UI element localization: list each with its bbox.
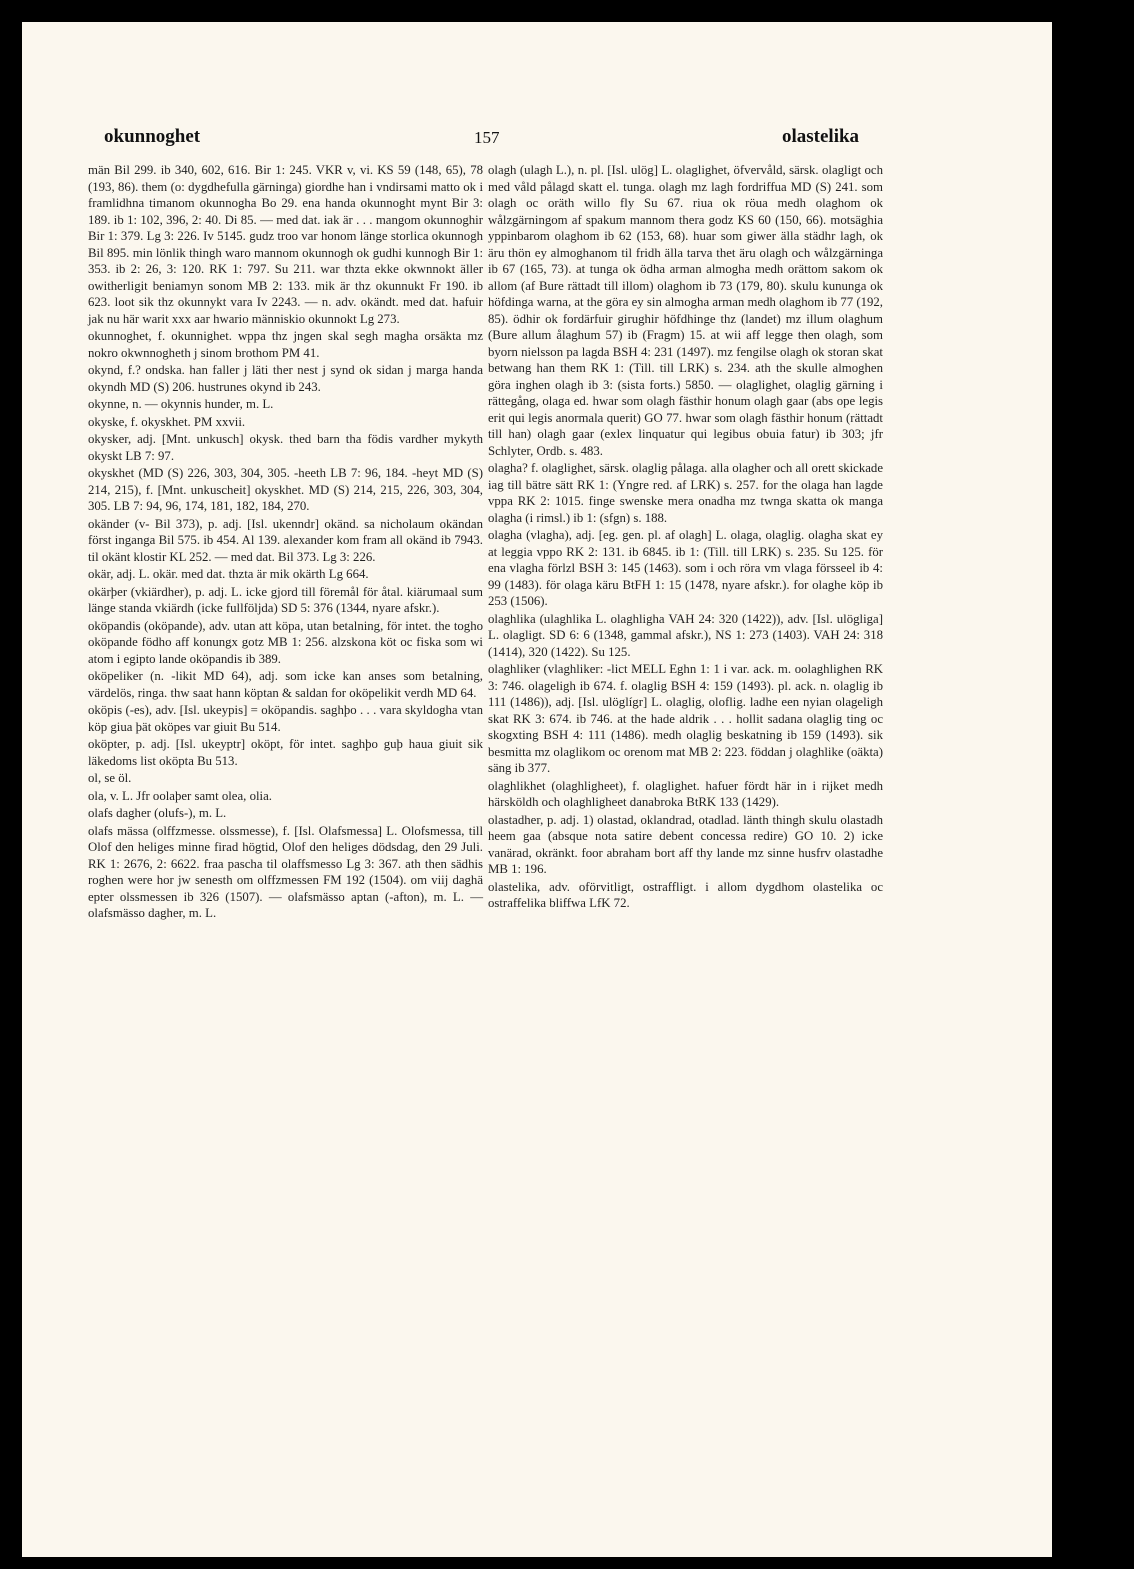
running-head-left: okunnoghet <box>104 126 201 147</box>
dictionary-entry: olagha (vlagha), adj. [eg. gen. pl. af olagh] L. olaga, olaglig. olagha skat ey at leggia vppo RK 2: 131. ib 6845. ib 1: (Till. till LRK) s. 235. Su 125. för ena vlagha förlzl BSH 3: 145 (1463). som i och röra vm vlaga försseel ib 4: 99 (1483). för olaga käru BtFH 1: 15 (1478, nyare afskr.). for olaghe köp ib 253 (1506). <box>488 528 883 608</box>
dictionary-entry: olagha? f. olaglighet, särsk. olaglig pålaga. alla olagher och all orett skickade iag till bätre sätt RK 1: (Yngre red. af LRK) s. 257. for the olaga han lagde vppa RK 2: 1015. finge swenske mera onadha mz twnga skatta ok manga olagha (i rimsl.) ib 1: (sfgn) s. 188. <box>488 461 883 525</box>
dictionary-entry: olafs dagher (olufs-), m. L. <box>88 806 227 820</box>
right-column <box>488 162 883 913</box>
dictionary-entry: okunnoghet, f. okunnighet. wppa thz jngen skal segh magha orsäkta mz nokro okwnnogheth j sinom brothom PM 41. <box>88 329 483 360</box>
dictionary-entry: okär, adj. L. okär. med dat. thzta är mik okärth Lg 664. <box>88 567 369 581</box>
dictionary-entry: oköpis (-es), adv. [Isl. ukeypis] = oköpandis. saghþo . . . vara skyldogha vtan köp giua þät oköpes var giuit Bu 514. <box>88 703 483 734</box>
dictionary-entry: okyskhet (MD (S) 226, 303, 304, 305. -heeth LB 7: 96, 184. -heyt MD (S) 214, 215), f. [Mnt. unkuscheit] okyskhet. MD (S) 214, 215, 226, 303, 304, 305. LB 7: 94, 96, 174, 181, 182, 184, 270. <box>88 466 483 513</box>
dictionary-entry: oköpandis (oköpande), adv. utan att köpa, utan betalning, för intet. the togho oköpande födho aff konungx gotz MB 1: 256. alzskona köt oc fiska som wi atom i egipto lande oköpandis ib 389. <box>88 618 483 666</box>
dictionary-entry: olafs mässa (olffzmesse. olssmesse), f. [Isl. Olafsmessa] L. Olofsmessa, till Olof den heliges minne firad högtid, Olof den heliges dödsdag, den 29 Juli. RK 1: 2676, 2: 6622. fraa pascha til olaffsmesso Lg 3: 367. ath then sädhis roghen were hor jw senesth om olffzmessen FM 192 (1504). om viij daghä epter olssmessen ib 326 (1507). — olafsmässo aptan (-afton), m. L. — olafsmässo dagher, m. L. <box>88 823 483 920</box>
dictionary-entry: olastelika, adv. oförvitligt, ostraffligt. i allom dygdhom olastelika oc ostraffelika bliffwa LfK 72. <box>488 879 883 910</box>
dictionary-entry: oköpter, p. adj. [Isl. ukeyptr] oköpt, för intet. saghþo guþ haua giuit sik läkedoms list oköpta Bu 513. <box>88 737 483 768</box>
dictionary-entry: okynne, n. — okynnis hunder, m. L. <box>88 397 274 411</box>
running-head-right: olastelika <box>782 126 860 147</box>
dictionary-entry: okärþer (vkiärdher), p. adj. L. icke gjord till föremål för åtal. kiärumaal sum länge standa vkiärdh (icke fullföljda) SD 5: 376 (1344, nyare afskr.). <box>88 584 483 615</box>
dictionary-entry: ol, se öl. <box>88 771 132 785</box>
dictionary-entry: okänder (v- Bil 373), p. adj. [Isl. ukenndr] okänd. sa nicholaum okändan först inganga Bil 575. ib 454. Al 139. alexander kom fram all okänd ib 7943. til okänt klostir KL 252. — med dat. Bil 373. Lg 3: 226. <box>88 516 483 564</box>
dictionary-entry: män Bil 299. ib 340, 602, 616. Bir 1: 245. VKR v, vi. KS 59 (148, 65), 78 (193, 86). them (o: dygdhefulla gärninga) giordhe han i vndirsami matto ok i framlidhna timanom okunnogha Bo 29. ena handa okunnoght mynt Bir 3: 189. ib 1: 102, 396, 2: 40. Di 85. — med dat. iak är . . . mangom okunnoghir Bir 1: 379. Lg 3: 226. Iv 5145. gudz troo var honom länge storlica okunnogh Bil 895. min lönlik thingh waro mannom okunnogh ok gudhi kunnogh Bir 1: 353. ib 2: 26, 3: 120. RK 1: 797. Su 211. war thzta ekke okwnnokt äller owitherligit beniamyn sonom MB 2: 133. mik är thz okunnukt Fr 190. ib 623. loot sik thz okunnykt vara Iv 2243. — n. adv. okändt. med dat. hafuir jak nu här warit xxx aar hwario människio okunnokt Lg 273. <box>88 163 483 326</box>
dictionary-page <box>22 22 1052 1557</box>
left-column <box>88 162 483 923</box>
dictionary-entry: olaghlikhet (olaghligheet), f. olaglighet. hafuer fördt här in i rijket medh härsköldh och olaghligheet danabroka BtRK 133 (1429). <box>488 778 883 809</box>
page-number: 157 <box>474 128 500 147</box>
dictionary-entry: olastadher, p. adj. 1) olastad, oklandrad, otadlad. länth thingh skulu olastadh heem gaa (absque nota satire debent concessa redire) GO 10. 2) icke vanärad, okränkt. foor abraham bort aff thy lande mz sinne husfrv olastadhe MB 1: 196. <box>488 812 883 876</box>
dictionary-entry: ola, v. L. Jfr oolaþer samt olea, olia. <box>88 788 272 803</box>
dictionary-entry: okynd, f.? ondska. han faller j läti ther nest j synd ok sidan j marga handa okyndh MD (S) 206. hustrunes okynd ib 243. <box>88 363 483 394</box>
dictionary-entry: olagh (ulagh L.), n. pl. [Isl. ulög] L. olaglighet, öfvervåld, särsk. olagligt och med våld pålagd skatt el. tunga. olagh mz lagh fordriffua MD (S) 241. som olagh oc oräth willo fly Su 67. riua ok röua medh olaghom ok wålzgärningom af spakum mannom thera godz KS 60 (150, 66). motsäghia yppinbarom olaghom ib 62 (153, 68). huar som giwer älla städhr lagh, ok äru thön ey almoghanom til fridh älla tarva thet äru olagh och wålzgärninga ib 67 (165, 73). at tunga ok ödha arman almogha medh orättom sakom ok allom (af Bure rättadt till illom) olaghom ib 73 (179, 80). skulu kununga ok höfdinga warna, at the göra ey sin almogha arman medh olaghom ib 77 (192, 85). ödhir ok fordärfuir girughir höfdhinge thz (landet) mz illum olaghum (Bure allum ålaghum 57) ib (Fragm) 15. at wii aff legge then olagh, som byorn nielsson pa lagda BSH 4: 231 (1497). mz fengilse olagh ok storan skat betwang han them RK 1: (Till. till LRK) s. 234. ath the skulle almoghen göra inghen olagh ib 3: (sista forts.) 5850. — olaglighet, olaglig gärning i rättegång, olaga ed. hwar som olagh fästhir honum olagh gaar (abs ope legis erit qui legis anormala querit) GO 77. hwar som olagh fästhir honum (rättadt till han) olagh gaar (exlex linquatur qui legibus obuia fatur) ib 303; jfr Schlyter, Ordb. s. 483. <box>488 163 883 458</box>
dictionary-entry: olaghliker (vlaghliker: -lict MELL Eghn 1: 1 i var. ack. m. oolaghlighen RK 3: 746. olageligh ib 674. f. olaglig BSH 4: 159 (1493). pl. ack. n. olaglig ib 111 (1486)), adj. [Isl. ulöglígr] L. olaglig, oloflig. ladhe een nyian olageligh skat RK 3: 674. ib 746. at the hade aldrik . . . hollit sadana olaglig ting oc skogxting BSH 4: 111 (1486). medh olaglig beskatning ib 159 (1493). sik besmitta mz olaglikom oc orenom mat MB 2: 223. föddan j olaghlike (oäkta) säng ib 377. <box>488 662 883 775</box>
dictionary-entry: oköpeliker (n. -likit MD 64), adj. som icke kan anses som betalning, värdelös, ringa. thw saat hann köptan & saldan for oköpelikit verdh MD 64. <box>88 669 483 700</box>
dictionary-entry: olaghlika (ulaghlika L. olaghligha VAH 24: 320 (1422)), adv. [Isl. ulögliga] L. olagligt. SD 6: 6 (1348, gammal afskr.), NS 1: 273 (1403). VAH 24: 318 (1414), 320 (1422). Su 125. <box>488 611 883 659</box>
dictionary-entry: okyske, f. okyskhet. PM xxvii. <box>88 414 246 429</box>
dictionary-entry: okysker, adj. [Mnt. unkusch] okysk. thed barn tha födis vardher mykyth okyskt LB 7: 97. <box>88 432 483 463</box>
